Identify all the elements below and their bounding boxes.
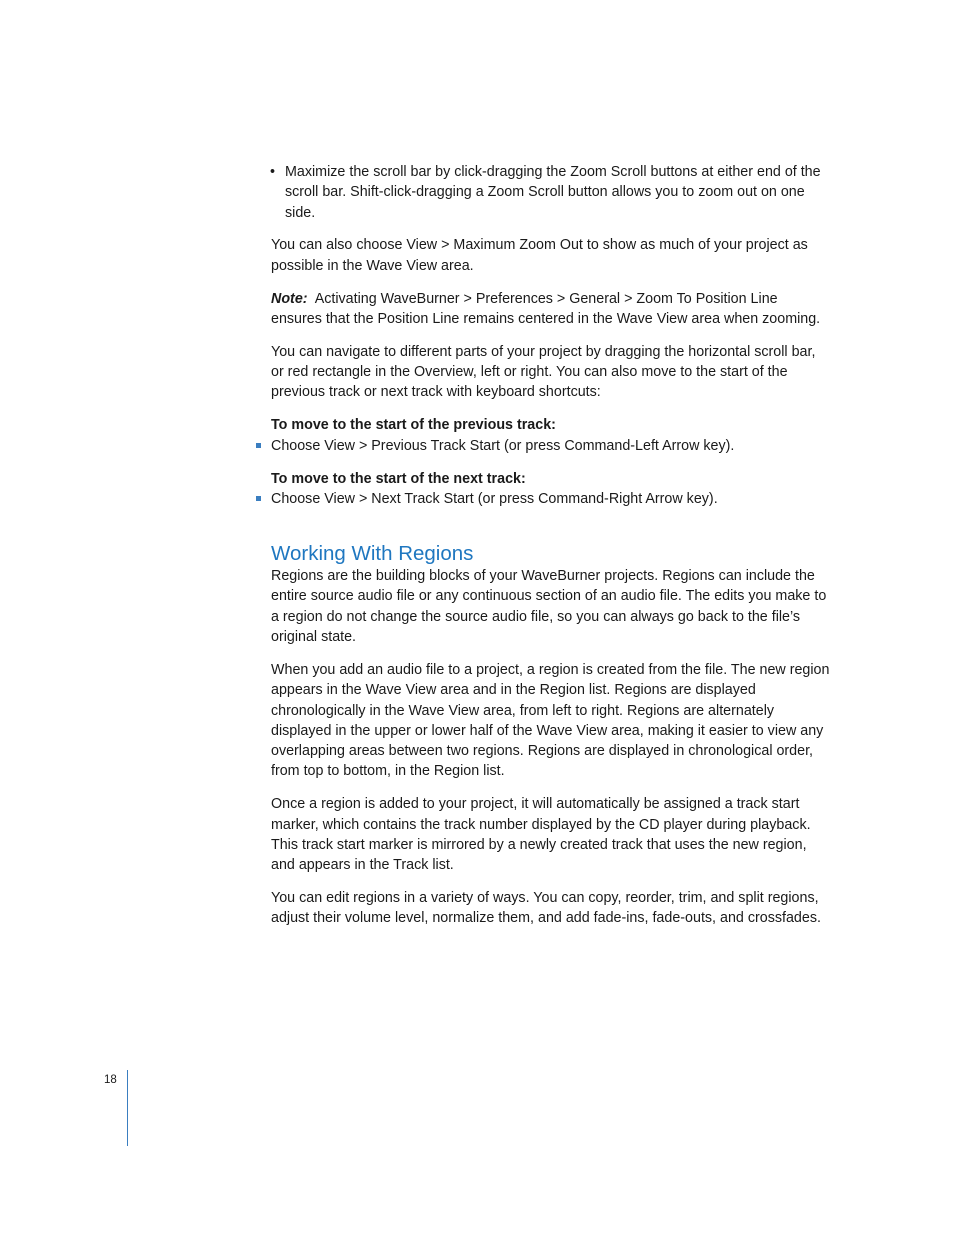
note-text: Activating WaveBurner > Preferences > General > Zoom To Position Line ensures that the Position Line remains centered in the Wave View area when zooming. [271,290,821,327]
section-paragraph: Regions are the building blocks of your WaveBurner projects. Regions can include the entire source audio file or any continuous section of an audio file. The edits you make to a region do not change the source audio file, so you can always go back to the file’s original state. [271,568,827,646]
bullet-item [271,162,831,223]
page-body [271,162,831,941]
task-step-next [271,489,831,509]
task-step-text: Choose View > Previous Track Start (or press Command-Left Arrow key). [271,437,735,454]
bullet-text: Maximize the scroll bar by click-dragging the Zoom Scroll buttons at either end of the scroll bar. Shift-click-dragging a Zoom Scroll button allows you to zoom out on one side. [285,164,821,221]
bullet-square-icon [256,496,261,501]
bullet-dot: • [270,164,276,180]
note-paragraph [271,289,831,330]
section-paragraph: When you add an audio file to a project, a region is created from the file. The new region appears in the Wave View area and in the Region list. Regions are displayed chronologically in the Wave View area, from left to right. Regions are alternately displayed in the upper or lower half of the Wave View area, making it easier to view any overlapping areas between two regions. Regions are displayed in chronological order, from top to bottom, in the Region list. [271,661,830,780]
task-step-previous [271,436,831,456]
section-paragraph: Once a region is added to your project, it will automatically be assigned a track start marker, which contains the track number displayed by the CD player during playback. This track start marker is mirrored by a newly created track that uses the new region, and appears in the Track list. [271,796,811,874]
zoom-out-paragraph: You can also choose View > Maximum Zoom Out to show as much of your project as possible in the Wave View area. [271,237,808,274]
task-step-text: Choose View > Next Track Start (or press Command-Right Arrow key). [271,490,718,507]
navigate-paragraph: You can navigate to different parts of your project by dragging the horizontal scroll bar, or red rectangle in the Overview, left or right. You can also move to the start of the previous track or next track with keyboard shortcuts: [271,343,816,401]
footer-rule [127,1070,128,1146]
bullet-square-icon [256,443,261,448]
section-heading: Working With Regions [271,542,474,566]
section-paragraph: You can edit regions in a variety of ways. You can copy, reorder, trim, and split regions, adjust their volume level, normalize them, and add fade-ins, fade-outs, and crossfades. [271,890,821,927]
task-heading-previous: To move to the start of the previous track: [271,417,556,434]
task-heading-next: To move to the start of the next track: [271,470,526,487]
note-label: Note: [271,290,308,307]
page-number: 18 [104,1074,117,1086]
